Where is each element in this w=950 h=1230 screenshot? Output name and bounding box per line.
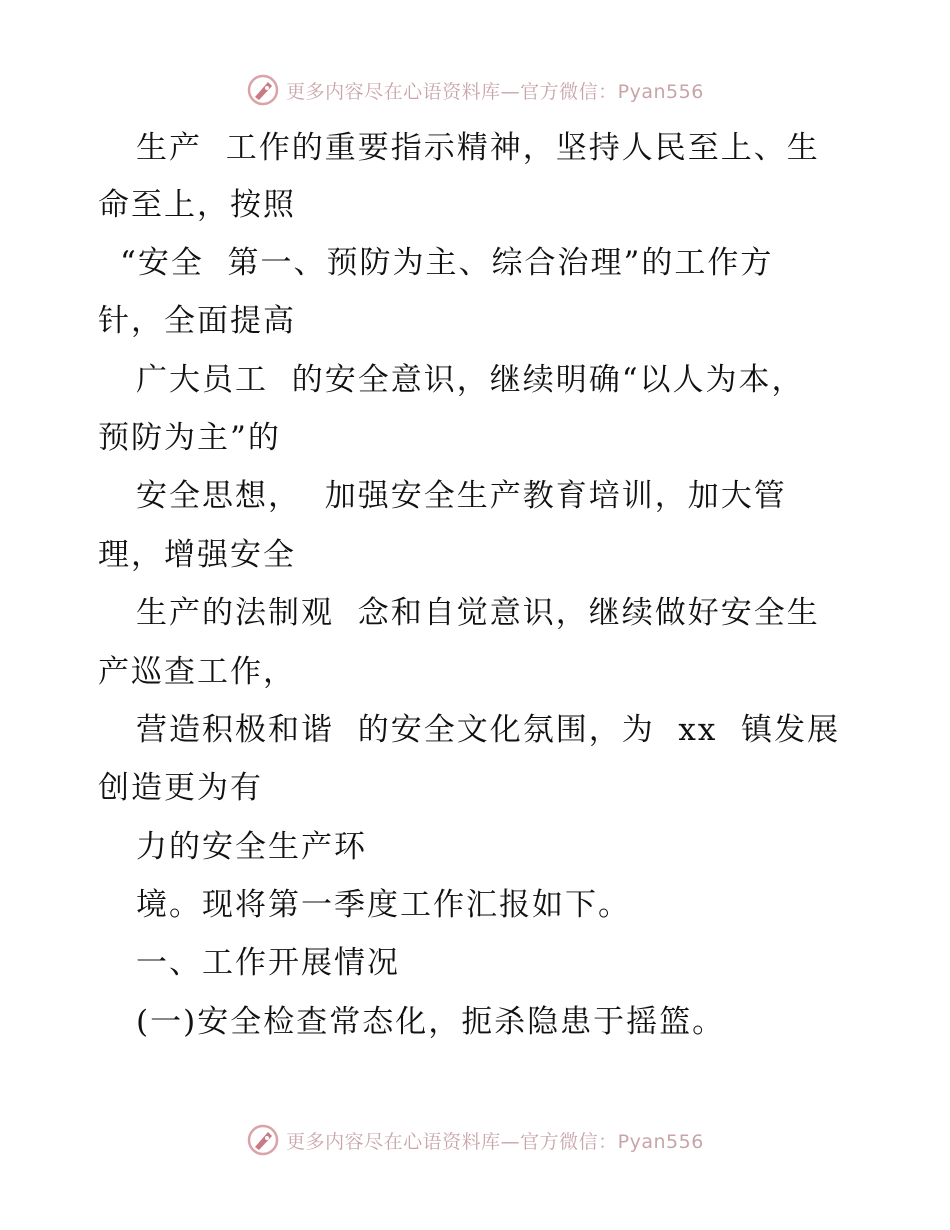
watermark-text: 更多内容尽在心语资料库—官方微信：Pyan556 (286, 80, 704, 103)
paragraph-line: 创造更为有 (98, 770, 263, 806)
footer-watermark (0, 1120, 950, 1160)
paragraph-line: 针，全面提高 (98, 303, 296, 339)
paragraph-line: “安全 第一、预防为主、综合治理”的工作方 (120, 245, 774, 281)
watermark-text: 更多内容尽在心语资料库—官方微信：Pyan556 (286, 1130, 704, 1153)
paragraph-line: 营造积极和谐 的安全文化氛围，为 xx 镇发展 (136, 712, 841, 748)
paragraph-line: 生产 工作的重要指示精神，坚持人民至上、生 (136, 130, 820, 166)
paragraph-line: 产巡查工作， (98, 654, 296, 690)
paragraph-line: 理，增强安全 (98, 537, 296, 573)
subsection-heading: (一)安全检查常态化，扼杀隐患于摇篮。 (136, 1004, 726, 1040)
paragraph-line: 广大员工 的安全意识，继续明确“以人为本， (136, 362, 805, 398)
paragraph-line: 命至上，按照 (98, 187, 296, 223)
pen-nib-seal-icon (246, 1123, 280, 1157)
paragraph-line: 力的安全生产环 (136, 829, 367, 865)
paragraph-line: 安全思想， 加强安全生产教育培训，加大管 (136, 478, 787, 514)
paragraph-line: 生产的法制观 念和自觉意识，继续做好安全生 (136, 595, 820, 631)
section-heading: 一、工作开展情况 (136, 945, 400, 981)
paragraph-line: 预防为主”的 (98, 420, 281, 456)
paragraph-line: 境。现将第一季度工作汇报如下。 (136, 887, 631, 923)
